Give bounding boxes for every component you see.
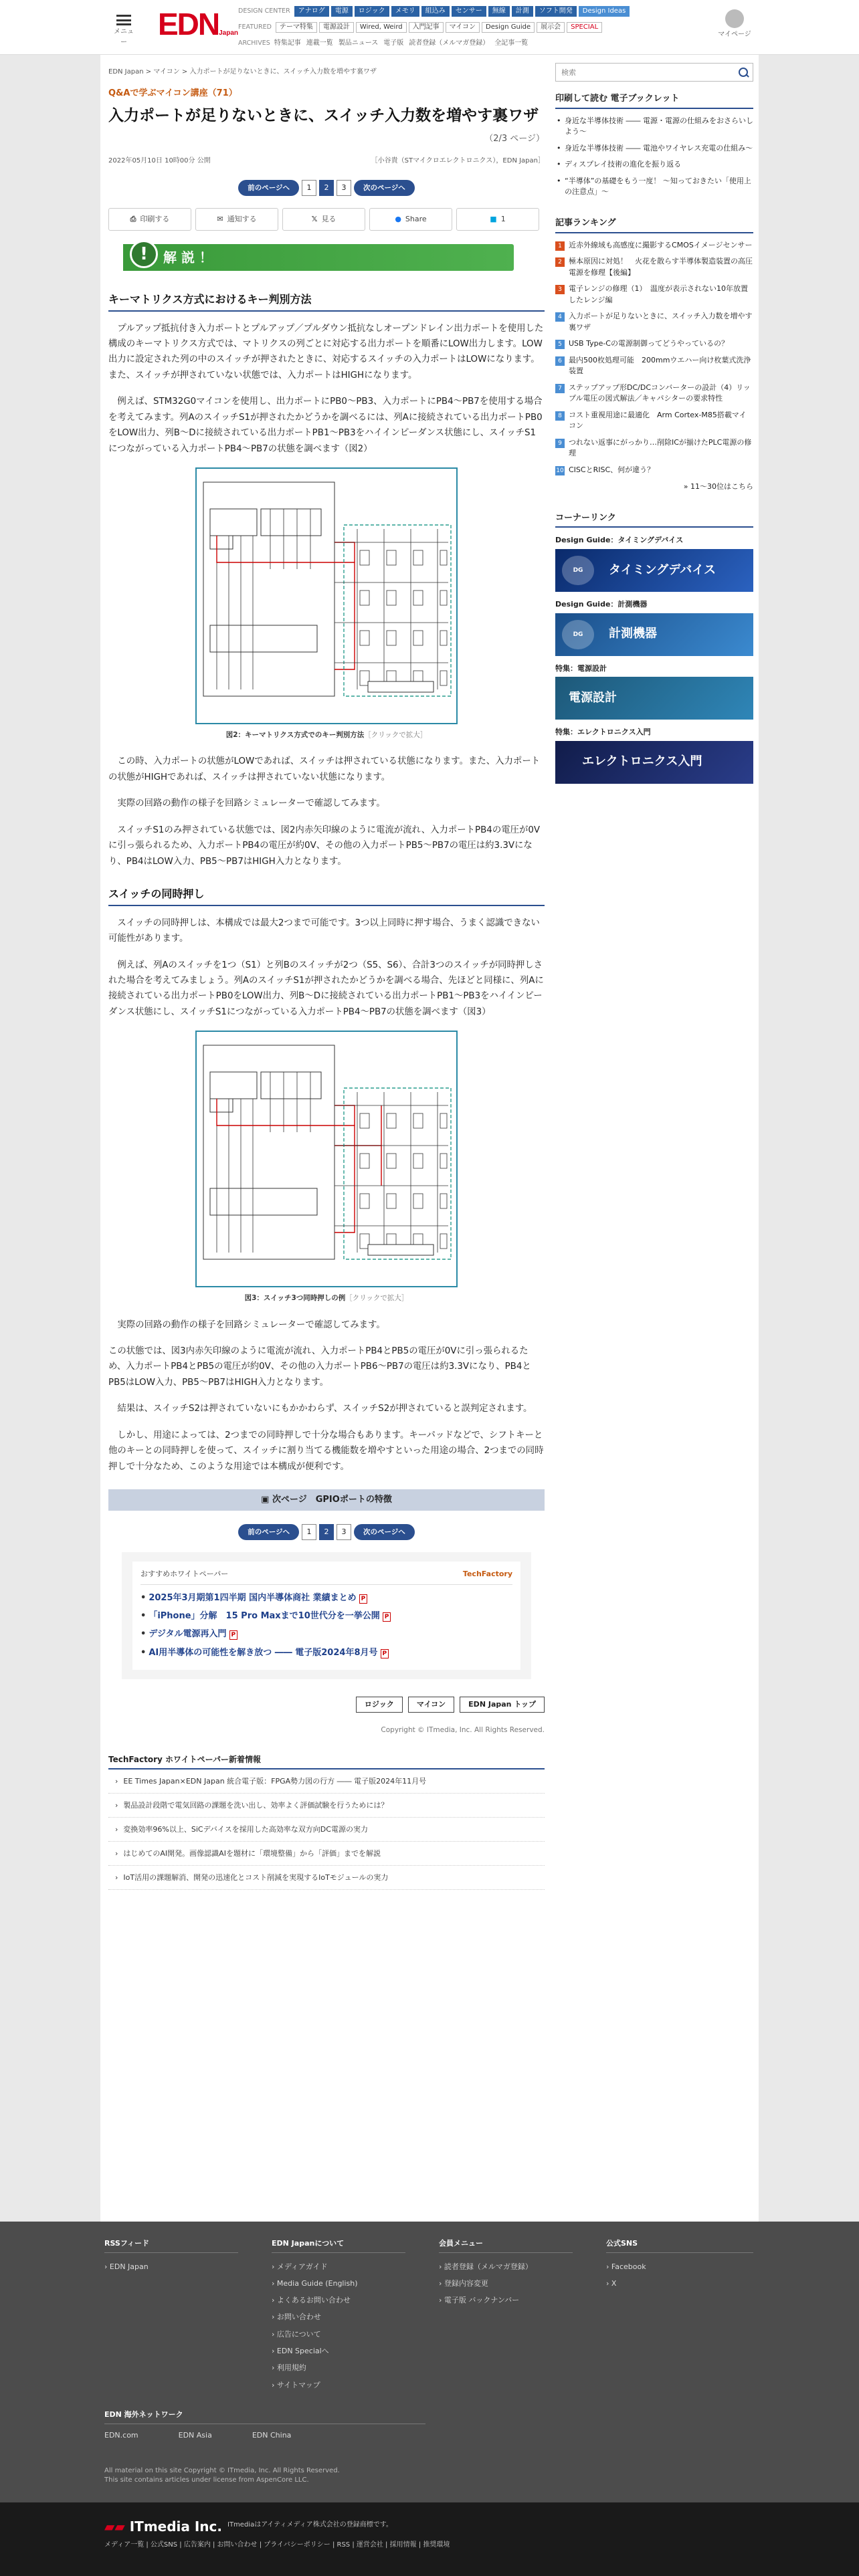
- main-column: [108, 55, 545, 1890]
- booklet-link[interactable]: • ディスプレイ技術の進化を振り返る: [555, 159, 753, 171]
- figure-3-zoom-link[interactable]: ［クリックで拡大］: [345, 1293, 409, 1302]
- ranking-item[interactable]: [555, 410, 753, 432]
- ranking-title: 近赤外線域も高感度に撮影するCMOSイメージセンサー: [569, 240, 753, 249]
- whitepaper-link[interactable]: [140, 1644, 512, 1662]
- hatena-icon: ■: [490, 215, 497, 224]
- paragraph: この状態では、図3内赤矢印線のように電流が流れ、入力ポートPB4とPB5の電圧が0Vに引っ張られるため、入力ポートPB4とPB5の電圧が約0V、その他の入力ポートPB6〜PB7の電圧は約3.3Vになり、PB4とPB5はLOW入力、PB5〜PB7はHIGH入力となります。: [108, 1346, 531, 1388]
- nav-all[interactable]: 全記事一覧: [494, 39, 529, 47]
- paragraph: しかし、用途によっては、2つまでの同時押しで十分な場合もあります。キーパッドなどで、シフトキーと他のキーとの同時押しを使って、スイッチに割り当てる機能数を増やすといった用途の場合、2つまでの同時押しで十分なため、このような用途では本構成が便利です。: [108, 1430, 544, 1472]
- footer-member: [439, 2238, 573, 2309]
- tag-mcu[interactable]: マイコン: [408, 1697, 454, 1713]
- footer-heading: 会員メニュー: [439, 2238, 573, 2253]
- facebook-share-label: Share: [405, 215, 427, 224]
- content-wrapper: [100, 55, 759, 2222]
- corner-banner-timing[interactable]: [555, 534, 753, 592]
- rank-badge: 6: [555, 356, 565, 366]
- figure-3-caption-text: 図3：スイッチ3つ同時押しの例: [244, 1293, 346, 1302]
- banner-image: [555, 677, 753, 720]
- site-footer: [0, 2222, 859, 2502]
- banner-image: [555, 549, 753, 592]
- banner-image: [555, 613, 753, 656]
- ranking-title: コスト重視用途に最適化 Arm Cortex-M85搭載マイコン: [569, 410, 747, 431]
- nav-news[interactable]: 製品ニュース: [338, 39, 379, 47]
- logo-sub: Japan: [219, 29, 239, 37]
- nav-label: FEATURED: [238, 23, 272, 31]
- whitepaper-title: デジタル電源再入門: [149, 1629, 227, 1640]
- print-label: 印刷する: [140, 215, 170, 224]
- next-page-button[interactable]: 次のページへ: [354, 1524, 415, 1540]
- ranking-title: CISCとRISC、何が違う？: [569, 465, 655, 474]
- nav-wired-weird[interactable]: Wired, Weird: [356, 22, 407, 33]
- paragraph: スイッチS1のみ押されている状態では、図2内赤矢印線のように電流が流れ、入力ポートPB4の電圧が0Vに引っ張られるため、入力ポートPB4の電圧が約0V、その他の入力ポートPB5〜PB7の電圧は約3.3Vになり、PB4はLOW入力、PB5〜PB7はHIGH入力となります。: [108, 825, 541, 867]
- search-icon[interactable]: [734, 64, 753, 81]
- footer-license: This site contains articles under license from AspenCore LLC.: [104, 2476, 309, 2484]
- menu-button[interactable]: [114, 15, 134, 48]
- footer-link[interactable]: EDN Asia: [178, 2430, 212, 2440]
- trademark-note: ITmediaはアイティメディア株式会社の登録商標です。: [227, 2521, 393, 2529]
- figure-2[interactable]: [195, 467, 458, 724]
- page-2-link[interactable]: 2: [319, 1524, 334, 1540]
- footer-link[interactable]: › EDN Specialへ: [272, 2343, 405, 2359]
- ranking-title: USB Type-Cの電源制御ってどうやっているの？: [569, 339, 729, 348]
- ranking-title: 電子レンジの修理（1） 温度が表示されない10年放置したレンジ編: [569, 284, 748, 304]
- footer-heading: RSSフィード: [104, 2238, 238, 2253]
- nav-memory[interactable]: メモリ: [391, 6, 419, 17]
- booklet-link[interactable]: • 身近な半導体技術 ―― 電池やワイヤレス充電の仕組み～: [555, 143, 753, 154]
- ranking-more-link[interactable]: » 11〜30位はこちら: [683, 482, 753, 492]
- nav-power-design[interactable]: 電源設計: [319, 22, 354, 33]
- tag-links: [108, 1697, 545, 1713]
- nav-power[interactable]: 電源: [331, 6, 353, 17]
- kaisetsu-banner: [123, 244, 514, 271]
- rank-badge: 4: [555, 312, 565, 322]
- whitepaper-box: [122, 1552, 531, 1679]
- figure-2-caption-text: 図2：キーマトリクス方式でのキー判別方法: [225, 730, 365, 739]
- banner-text: エレクトロニクス入門: [582, 754, 702, 769]
- pdf-icon: P: [229, 1630, 238, 1640]
- whitepaper-link[interactable]: [140, 1607, 512, 1625]
- breadcrumb[interactable]: EDN Japan > マイコン > 入力ポートが足りないときに、スイッチ入力数を増やす裏ワザ: [108, 68, 377, 76]
- nav-special[interactable]: SPECIAL: [567, 22, 602, 33]
- design-guide-icon: DG: [562, 620, 594, 649]
- whitepaper-link[interactable]: [140, 1625, 512, 1643]
- banner-text: 計測機器: [609, 627, 657, 641]
- banner-label: 特集：エレクトロニクス入門: [555, 728, 651, 737]
- share-bar: [108, 208, 545, 231]
- footer-copyright: All material on this site Copyright © ITmedia, Inc. All Rights Reserved.: [104, 2467, 340, 2474]
- footer-link[interactable]: › EDN Japan: [104, 2258, 238, 2275]
- site-logo[interactable]: [158, 8, 238, 49]
- print-button[interactable]: [108, 208, 191, 231]
- rank-badge: 1: [555, 241, 565, 251]
- pager-bottom: [108, 1524, 545, 1540]
- mypage-link[interactable]: [714, 9, 755, 40]
- footer-link[interactable]: › Media Guide (English): [272, 2275, 405, 2292]
- page-3-link[interactable]: 3: [337, 180, 351, 196]
- section-heading-matrix: キーマトリクス方式におけるキー判別方法: [108, 291, 545, 312]
- techfactory-link[interactable]: › はじめてのAI開発。画像認識AIを題材に「環境整備」から「評価」までを解説: [108, 1842, 545, 1866]
- whitepaper-label: おすすめホワイトペーパー: [140, 1570, 229, 1579]
- nav-label: ARCHIVES: [238, 39, 270, 47]
- next-page-label: 次ページ: [272, 1495, 307, 1505]
- whitepaper-title: AI用半導体の可能性を解き放つ ―― 電子版2024年8月号: [149, 1647, 378, 1658]
- hatena-count: 1: [500, 215, 506, 224]
- ranking-title: つれない返事にがっかり…削除ICが揃けたPLC電源の修理: [569, 437, 752, 458]
- nav-logic[interactable]: ロジック: [355, 6, 389, 17]
- series-label[interactable]: Q&Aで学ぶマイコン講座（71）: [108, 88, 237, 98]
- paragraph: スイッチの同時押しは、本構成では最大2つまで可能です。3つ以上同時に押す場合、うまく認識できない可能性があります。: [108, 918, 540, 944]
- techfactory-link[interactable]: › 変換効率96%以上、SiCデバイスを採用した高効率な双方向DC電源の実力: [108, 1818, 545, 1842]
- rank-badge: 10: [556, 467, 564, 474]
- paragraph: 例えば、STM32G0マイコンを使用し、出力ポートにPB0〜PB3、入力ポートにPB4〜PB7を使用する場合を考えてみます。列AのスイッチS1が押されたかどうかを調べるには、列Aに接続されている出力ポートPB0をLOW出力、列B〜Dに接続されている出力ポートPB1〜PB3をハイインピーダンス状態にし、スイッチS1につながっている入力ポートPB4〜PB7の状態を調べます（図2）: [108, 397, 543, 454]
- nav-label: DESIGN CENTER: [238, 7, 290, 15]
- footer-link[interactable]: › メディアガイド: [272, 2258, 405, 2275]
- itmedia-logo[interactable]: [104, 2516, 222, 2537]
- tag-edn-top[interactable]: EDN Japan トップ: [460, 1697, 545, 1713]
- pager-top: [108, 180, 545, 196]
- featured-nav: [238, 21, 604, 33]
- copyright: Copyright © ITmedia, Inc. All Rights Reserved.: [381, 1725, 545, 1734]
- itmedia-mark-icon: ▰▰: [104, 2518, 130, 2535]
- figure-2-zoom-link[interactable]: ［クリックで拡大］: [364, 730, 427, 739]
- pdf-icon: P: [359, 1594, 368, 1604]
- corner-heading: コーナーリンク: [555, 512, 753, 528]
- design-guide-icon: DG: [562, 556, 594, 585]
- x-link[interactable]: › X: [606, 2275, 753, 2292]
- publish-date: 2022年05月10日 10時00分 公開: [108, 156, 211, 165]
- page-3-link[interactable]: 3: [337, 1524, 351, 1540]
- facebook-link[interactable]: › Facebook: [606, 2258, 753, 2275]
- print-icon: ⎙: [130, 215, 136, 224]
- ranking-title: 極本原因に対処！ 火花を散らす半導体製造装置の高圧電源を修理【後編】: [569, 257, 753, 277]
- site-header: [0, 0, 859, 55]
- whitepaper-title: 「iPhone」分解 15 Pro Maxまで10世代分を一挙公開: [149, 1611, 380, 1622]
- author: ［小谷貴（STマイクロエレクトロニクス），EDN Japan］: [371, 156, 545, 165]
- figure-2-caption: [108, 730, 545, 741]
- paragraph: 実際の回路の動作の様子を回路シミュレーターで確認してみます。: [117, 1319, 385, 1330]
- banner-text: タイミングデバイス: [609, 562, 717, 577]
- nav-software[interactable]: ソフト開発: [535, 6, 577, 17]
- paragraph: 結果は、スイッチS2は押されていないにもかかわらず、スイッチS2が押されていると誤判定されます。: [117, 1404, 533, 1414]
- ranking-heading: 記事ランキング: [555, 217, 753, 233]
- nav-wireless[interactable]: 無線: [488, 6, 510, 17]
- corner-banner-measurement[interactable]: [555, 599, 753, 656]
- ranking-title: ステップアップ形DC/DCコンバーターの設計（4）リップル電圧の図式解法／キャパシターの要求特性: [569, 383, 751, 403]
- nav-mcu[interactable]: マイコン: [446, 22, 480, 33]
- techfactory-link[interactable]: › IoT活用の課題解消、開発の迅速化とコスト削減を実現するIoTモジュールの実力: [108, 1866, 545, 1890]
- ranking-item[interactable]: [555, 311, 753, 333]
- banner-image: [555, 741, 753, 784]
- nav-series[interactable]: 連載一覧: [306, 39, 333, 47]
- corner-banner-electronics[interactable]: [555, 726, 753, 784]
- rank-badge: 5: [555, 340, 565, 349]
- figure-3[interactable]: [195, 1031, 458, 1287]
- archives-nav: [238, 37, 533, 49]
- nav-intro[interactable]: 入門記事: [409, 22, 444, 33]
- footer-about: [272, 2238, 405, 2393]
- rank-badge: 8: [555, 411, 565, 421]
- nav-measurement[interactable]: 計測: [512, 6, 533, 17]
- page-indicator: （2/3 ページ）: [484, 134, 545, 144]
- pdf-icon: P: [381, 1649, 389, 1658]
- nav-exhibition[interactable]: 展示会: [537, 22, 565, 33]
- rank-badge: 9: [555, 439, 565, 448]
- footer-link[interactable]: › 電子版 バックナンバー: [439, 2292, 573, 2309]
- sidebar: [555, 55, 753, 790]
- notify-label: 通知する: [227, 215, 257, 224]
- footer-note: [104, 2466, 340, 2485]
- user-icon: [725, 9, 744, 28]
- page-2-link[interactable]: 2: [319, 180, 334, 196]
- ranking-title: 最内500枚処理可能 200mmウエハー向け枚葉式洗浄装置: [569, 355, 751, 376]
- ranking-item[interactable]: [555, 437, 753, 459]
- kaisetsu-label: 解 説 ！: [163, 249, 213, 265]
- prev-page-button[interactable]: 前のページへ: [238, 180, 299, 196]
- circuit-diagram-3: [197, 1032, 456, 1281]
- footer-link[interactable]: › お問い合わせ: [272, 2309, 405, 2325]
- nav-register[interactable]: 読者登録（メルマガ登録）: [409, 39, 490, 47]
- pdf-icon: P: [383, 1612, 391, 1622]
- banner-label: Design Guide：タイミングデバイス: [555, 536, 684, 545]
- ranking-item[interactable]: [555, 240, 753, 251]
- nav-design-ideas[interactable]: Design Ideas: [579, 6, 630, 17]
- prev-page-button[interactable]: 前のページへ: [238, 1524, 299, 1540]
- nav-embedded[interactable]: 組込み: [421, 6, 450, 17]
- corner-banner-power[interactable]: [555, 663, 753, 720]
- rank-badge: 2: [555, 257, 565, 267]
- techfactory-logo[interactable]: TechFactory: [462, 1570, 512, 1579]
- banner-text: 電源設計: [569, 690, 617, 705]
- facebook-share-button[interactable]: [369, 208, 452, 231]
- whitepaper-link[interactable]: [140, 1589, 512, 1607]
- design-center-nav: [238, 5, 632, 17]
- booklet-heading: 印刷して読む 電子ブックレット: [555, 92, 753, 109]
- ranking-item[interactable]: [555, 355, 753, 377]
- nav-theme[interactable]: テーマ特集: [276, 22, 317, 33]
- nav-emag[interactable]: 電子版: [383, 39, 404, 47]
- x-share-button[interactable]: [282, 208, 365, 231]
- footer-link[interactable]: › 読者登録（メルマガ登録）: [439, 2258, 573, 2275]
- figure-3-caption: [108, 1293, 545, 1304]
- ranking-item[interactable]: [555, 256, 753, 278]
- booklet-link[interactable]: • “半導体”の基礎をもう一度！ ～知っておきたい「使用上の注意点」～: [555, 176, 753, 198]
- techfactory-link[interactable]: › 製品設計段階で電気回路の課題を洗い出し、効率よく評価試験を行うためには？: [108, 1794, 545, 1818]
- next-page-icon: ▣: [261, 1495, 272, 1505]
- x-icon: 𝕏: [311, 215, 318, 224]
- facebook-icon: ●: [395, 215, 401, 224]
- techfactory-link[interactable]: › EE Times Japan×EDN Japan 統合電子版：FPGA勢力図の行方 ―― 電子版2024年11月号: [108, 1769, 545, 1794]
- footer-heading: EDN Japanについて: [272, 2238, 405, 2253]
- rank-badge: 7: [555, 384, 565, 393]
- footer-link[interactable]: EDN.com: [104, 2430, 138, 2440]
- ranking-item[interactable]: [555, 284, 753, 306]
- banner-label: 特集：電源設計: [555, 663, 607, 673]
- itmedia-logo-text: ITmedia Inc.: [129, 2518, 222, 2535]
- article-meta: [108, 156, 545, 167]
- footer-link[interactable]: › 広告について: [272, 2326, 405, 2343]
- nav-design-guide[interactable]: Design Guide: [482, 22, 535, 33]
- paragraph: 例えば、列Aのスイッチを1つ（S1）と列Bのスイッチが2つ（S5、S6）、合計3つのスイッチが同時押しされた場合を考えてみましょう。列AのスイッチS1が押されたかどうかを調べる場合、先ほどと同様に、列Aに接続されている出力ポートPB0をLOW出力、列B〜Dに接続されている出力ポートPB1〜PB3をハイインピーダンス状態にし、スイッチS1につながっている入力ポートPB4〜PB7の状態を調べます（図3）: [108, 960, 544, 1017]
- itmedia-bar: [0, 2502, 859, 2576]
- banner-label: Design Guide：計測機器: [555, 600, 648, 609]
- search-box: [555, 63, 753, 82]
- footer-link[interactable]: › よくあるお問い合わせ: [272, 2292, 405, 2309]
- nav-sensor[interactable]: センサー: [452, 6, 486, 17]
- exclamation-icon: !: [130, 240, 158, 268]
- mypage-label: マイページ: [718, 31, 751, 38]
- notify-button[interactable]: [195, 208, 278, 231]
- whitepaper-title: 2025年3月期第1四半期 国内半導体商社 業績まとめ: [149, 1592, 357, 1603]
- page-1-link[interactable]: 1: [302, 1524, 316, 1540]
- booklet-link[interactable]: • 身近な半導体技術 ―― 電源・電源の仕組みをおさらいしよう～: [555, 116, 753, 138]
- itmedia-links[interactable]: メディア一覧 | 公式SNS | 広告案内 | お問い合わせ | プライバシーポリシー | RSS | 運営会社 | 採用情報 | 推奨環境: [104, 2541, 450, 2549]
- paragraph: プルアップ抵抗付き入力ポートとプルアップ／プルダウン抵抗なしオープンドレイン出力ポートを使用した構成のキーマトリクス方式では、マトリクスの列ごとに対応する出力ポートを順番にLOW出力します。LOW出力に設定された列の中のスイッチが押されたときに、対応するスイッチの入力ポートはLOWになります。また、スイッチが押されていない状態では、入力ポートはHIGHになります。: [108, 323, 544, 381]
- search-input[interactable]: [556, 64, 734, 81]
- footer-link[interactable]: EDN China: [252, 2430, 292, 2440]
- x-share-label: 見る: [321, 215, 337, 224]
- nav-analog[interactable]: アナログ: [294, 6, 329, 17]
- menu-label: メニュー: [114, 28, 134, 46]
- section-heading-simultaneous: スイッチの同時押し: [108, 885, 545, 906]
- tag-logic[interactable]: ロジック: [356, 1697, 403, 1713]
- footer-heading: EDN 海外ネットワーク: [104, 2409, 425, 2424]
- next-page-banner[interactable]: [108, 1489, 545, 1511]
- page-title: 入力ポートが足りないときに、スイッチ入力数を増やす裏ワザ: [108, 106, 539, 124]
- circuit-diagram-2: [197, 469, 456, 718]
- techfactory-heading: TechFactory ホワイトペーパー新着情報: [108, 1753, 545, 1769]
- bell-icon: ✉: [217, 215, 223, 224]
- footer-link[interactable]: › 利用規約: [272, 2359, 405, 2376]
- footer-sns: [606, 2238, 753, 2292]
- ranking-item[interactable]: [555, 338, 753, 350]
- rank-badge: 3: [555, 285, 565, 294]
- logo-text: EDN: [158, 7, 219, 41]
- paragraph: 実際の回路の動作の様子を回路シミュレーターで確認してみます。: [117, 798, 385, 809]
- hamburger-icon: [116, 15, 131, 25]
- footer-link[interactable]: › 登録内容変更: [439, 2275, 573, 2292]
- next-page-title: GPIOポートの特徴: [315, 1495, 392, 1505]
- ranking-item[interactable]: [555, 383, 753, 405]
- ranking-item[interactable]: [555, 465, 753, 476]
- hatena-button[interactable]: [456, 208, 539, 231]
- nav-features[interactable]: 特集記事: [274, 39, 301, 47]
- footer-link[interactable]: › サイトマップ: [272, 2377, 405, 2393]
- paragraph: この時、入力ポートの状態がLOWであれば、スイッチは押されている状態になります。また、入力ポートの状態がHIGHであれば、スイッチは押されていない状態になります。: [108, 756, 541, 782]
- ranking-title: 入力ポートが足りないときに、スイッチ入力数を増やす裏ワザ: [569, 312, 753, 332]
- next-page-button[interactable]: 次のページへ: [354, 180, 415, 196]
- footer-rss: [104, 2238, 238, 2275]
- footer-overseas: [104, 2409, 425, 2441]
- footer-heading: 公式SNS: [606, 2238, 753, 2253]
- page-1-link[interactable]: 1: [302, 180, 316, 196]
